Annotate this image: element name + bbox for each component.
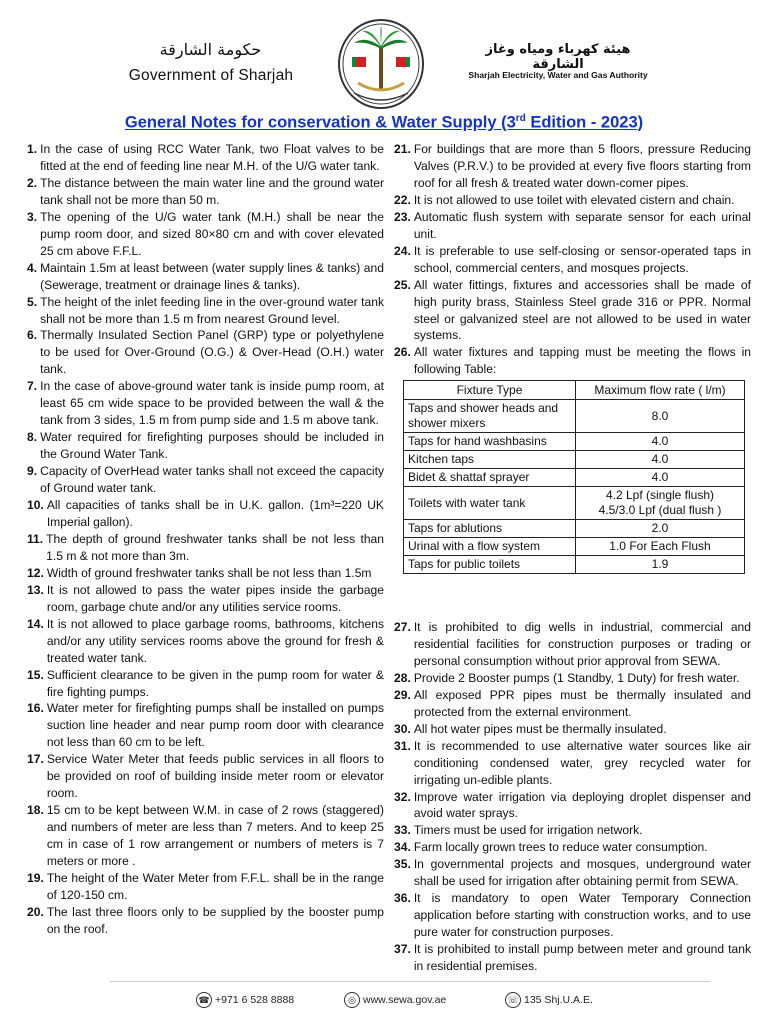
note-item xyxy=(27,260,384,294)
flow-rate-value: 2.0 xyxy=(651,521,669,536)
note-item xyxy=(27,904,384,938)
note-item xyxy=(27,870,384,904)
note-number: 6. xyxy=(27,328,38,343)
note-number: 16. xyxy=(27,701,44,716)
note-item xyxy=(27,497,384,531)
flow-rate-cell xyxy=(576,400,745,433)
flow-rate-table xyxy=(403,380,745,574)
note-number: 25. xyxy=(394,277,411,292)
fixture-type-cell: Urinal with a flow system xyxy=(404,538,576,556)
note-text: Service Water Meter that feeds public services in all floors to be provided on roof of building inside meter room or elevator room. xyxy=(46,752,384,801)
note-number: 26. xyxy=(394,345,411,360)
note-text: Width of ground freshwater tanks shall be not less than 1.5m xyxy=(46,565,372,580)
note-text: It is not allowed to place garbage rooms, bathrooms, kitchens and/or any utility services rooms above the ground for fresh & treated water tank. xyxy=(46,616,384,665)
note-item xyxy=(394,738,751,789)
fixture-type-cell: Taps for ablutions xyxy=(404,520,576,538)
notes-column-right xyxy=(394,141,751,574)
phone-icon: ☎ xyxy=(196,992,212,1008)
note-item xyxy=(27,429,384,463)
table-row xyxy=(404,487,745,520)
note-number: 28. xyxy=(394,670,411,685)
note-item xyxy=(394,941,751,975)
note-text: The height of the inlet feeding line in the over-ground water tank shall not be more than 1.5 m from nearest Ground level. xyxy=(40,294,384,326)
note-text: Farm locally grown trees to reduce water consumption. xyxy=(413,840,708,855)
note-item xyxy=(394,856,751,890)
note-text: The height of the Water Meter from F.F.L. shall be in the range of 120-150 cm. xyxy=(46,870,384,902)
note-item xyxy=(27,616,384,667)
footer-divider xyxy=(110,981,710,982)
note-text: All capacities of tanks shall be in U.K. gallon. (1m³=220 UK Imperial gallon). xyxy=(46,498,384,529)
note-item xyxy=(27,209,384,260)
note-number: 37. xyxy=(394,942,411,957)
note-item xyxy=(394,890,751,941)
note-text: Provide 2 Booster pumps (1 Standby, 1 Duty) for fresh water. xyxy=(413,670,740,685)
page-header xyxy=(0,0,768,110)
flow-rate-value: 4.0 xyxy=(651,452,669,467)
note-number: 18. xyxy=(27,803,44,818)
notes-column-left xyxy=(27,141,384,938)
note-number: 14. xyxy=(27,616,44,631)
footer-hotline xyxy=(505,992,593,1008)
note-text: The last three floors only to be supplied by the booster pump on the roof. xyxy=(46,904,384,936)
note-text: All water fixtures and tapping must be meeting the flows in following Table: xyxy=(413,345,751,377)
note-text: It is preferable to use self-closing or sensor-operated taps in school, commercial centers, and mosques projects. xyxy=(413,243,751,275)
note-number: 4. xyxy=(27,260,38,275)
note-text: In governmental projects and mosques, underground water shall be used for irrigation after obtaining permit from SEWA. xyxy=(413,857,751,889)
note-text: It is prohibited to dig wells in industrial, commercial and residential facilities for construction purposes or trading or personal consumption without prior approval from SEWA. xyxy=(413,620,751,668)
flow-rate-value: 8.0 xyxy=(651,408,669,423)
fixture-type-cell: Bidet & shattaf sprayer xyxy=(404,469,576,487)
note-number: 24. xyxy=(394,243,411,258)
flow-rate-cell xyxy=(576,469,745,487)
note-text: Capacity of OverHead water tanks shall not exceed the capacity of Ground water tank. xyxy=(40,464,384,496)
flow-rate-cell xyxy=(576,556,745,574)
globe-icon: ◎ xyxy=(344,992,360,1008)
headset-icon: ☏ xyxy=(505,992,521,1008)
note-number: 7. xyxy=(27,379,38,394)
note-item xyxy=(394,192,751,209)
note-number: 5. xyxy=(27,294,38,309)
table-row xyxy=(404,451,745,469)
note-text: It is prohibited to install pump between meter and ground tank in residential premises. xyxy=(413,942,751,974)
table-row xyxy=(404,400,745,433)
note-number: 29. xyxy=(394,687,411,702)
note-text: All exposed PPR pipes must be thermally insulated and protected from the external environment. xyxy=(413,687,751,719)
table-row xyxy=(404,433,745,451)
note-text: It is mandatory to open Water Temporary Connection application before starting with construction works, and to use pure water for construction purposes. xyxy=(413,891,751,940)
note-text: It is not allowed to use toilet with elevated cistern and chain. xyxy=(413,192,735,207)
note-item xyxy=(27,141,384,175)
note-item xyxy=(27,175,384,209)
note-text: Sufficient clearance to be given in the pump room for water & fire fighting pumps. xyxy=(46,667,384,699)
note-number: 23. xyxy=(394,209,411,224)
note-item xyxy=(394,670,751,687)
note-number: 20. xyxy=(27,904,44,919)
note-number: 3. xyxy=(27,209,38,224)
note-item xyxy=(394,141,751,192)
note-number: 22. xyxy=(394,192,411,207)
note-text: Water required for firefighting purposes should be included in the Ground Water Tank. xyxy=(40,430,384,462)
note-number: 30. xyxy=(394,721,411,736)
note-number: 27. xyxy=(394,620,411,634)
note-item xyxy=(394,839,751,856)
note-item xyxy=(27,531,384,565)
table-header-flow: Maximum flow rate ( l/m) xyxy=(576,381,745,400)
note-text: Maintain 1.5m at least between (water supply lines & tanks) and (Sewerage, treatment or drainage lines & tanks). xyxy=(40,260,384,292)
note-item xyxy=(27,565,384,582)
note-number: 12. xyxy=(27,565,44,580)
note-item xyxy=(394,243,751,277)
fixture-type-cell: Kitchen taps xyxy=(404,451,576,469)
note-number: 31. xyxy=(394,738,411,753)
title-superscript: rd xyxy=(515,113,526,124)
note-number: 15. xyxy=(27,667,44,682)
note-item xyxy=(394,344,751,378)
note-item xyxy=(27,463,384,497)
note-number: 9. xyxy=(27,464,38,479)
note-item xyxy=(27,751,384,802)
fixture-type-cell: Toilets with water tank xyxy=(404,487,576,520)
fixture-type-cell: Taps for hand washbasins xyxy=(404,433,576,451)
authority-name-english: Sharjah Electricity, Water and Gas Authority xyxy=(468,70,648,80)
note-number: 10. xyxy=(27,498,44,513)
flow-rate-value: 4.2 Lpf (single flush) xyxy=(605,488,715,503)
note-text: The distance between the main water line and the ground water tank shall not be more than 50 m. xyxy=(40,175,384,207)
flow-rate-cell xyxy=(576,520,745,538)
note-text: In the case of above-ground water tank is inside pump room, at least 65 cm wide space to be provided between the wall & the tank from 3 sides, 1.5 m from pump side and 1.5 m above tank. xyxy=(40,379,384,428)
note-number: 2. xyxy=(27,175,38,190)
note-number: 19. xyxy=(27,870,44,885)
note-number: 21. xyxy=(394,142,411,156)
footer-hotline-text: 135 Shj.U.A.E. xyxy=(524,994,593,1006)
note-number: 17. xyxy=(27,752,44,767)
flow-rate-cell xyxy=(576,487,745,520)
flow-rate-value: 4.0 xyxy=(651,470,669,485)
note-item xyxy=(394,209,751,243)
note-item xyxy=(27,582,384,616)
note-text: All hot water pipes must be thermally insulated. xyxy=(413,721,667,736)
note-item xyxy=(394,277,751,345)
note-text: Thermally Insulated Section Panel (GRP) type or polyethylene to be used for Over-Ground (O.G.) & Over-Head (O.H.) water tank. xyxy=(40,328,384,377)
authority-name-arabic: هيئة كهرباء ومياه وغاز الشارقة xyxy=(485,42,631,72)
note-text: The depth of ground freshwater tanks shall be not less than 1.5 m & not more than 3m. xyxy=(46,531,384,563)
note-item xyxy=(394,789,751,823)
note-item xyxy=(27,802,384,870)
note-text: The opening of the U/G water tank (M.H.) shall be near the pump room door, and sized 80×80 cm and with cover elevated 25 cm above F.F.L. xyxy=(40,209,384,258)
table-row xyxy=(404,556,745,574)
table-row xyxy=(404,469,745,487)
flow-rate-cell xyxy=(576,433,745,451)
flow-rate-cell xyxy=(576,451,745,469)
note-item xyxy=(394,822,751,839)
government-name-arabic: حكومة الشارقة xyxy=(159,40,262,59)
note-text: For buildings that are more than 5 floors, pressure Reducing Valves (P.R.V.) to be provided at every five floors starting from roof for all fresh & treated water down-comer pipes. xyxy=(413,142,751,190)
note-item xyxy=(394,687,751,721)
note-number: 8. xyxy=(27,430,38,445)
note-text: Timers must be used for irrigation network. xyxy=(413,823,643,838)
government-name-english: Government of Sharjah xyxy=(128,67,294,84)
note-item xyxy=(394,721,751,738)
page-footer xyxy=(0,986,768,1016)
note-item xyxy=(27,378,384,429)
note-number: 11. xyxy=(27,531,44,546)
note-item xyxy=(27,327,384,378)
table-header-row xyxy=(404,381,745,400)
note-item xyxy=(27,294,384,328)
note-text: In the case of using RCC Water Tank, two Float valves to be fitted at the end of feeding line near M.H. of the U/G water tank. xyxy=(40,142,384,173)
note-text: Improve water irrigation via deploying droplet dispenser and avoid water sprays. xyxy=(413,789,751,821)
flow-rate-value: 1.0 For Each Flush xyxy=(609,539,711,554)
flow-rate-cell xyxy=(576,538,745,556)
table-row xyxy=(404,520,745,538)
note-number: 36. xyxy=(394,891,411,906)
table-row xyxy=(404,538,745,556)
note-number: 33. xyxy=(394,823,411,838)
note-number: 13. xyxy=(27,582,44,597)
flow-rate-value-secondary: 4.5/3.0 Lpf (dual flush ) xyxy=(598,503,722,518)
note-item xyxy=(27,700,384,751)
note-item xyxy=(394,619,751,670)
table-header-fixture: Fixture Type xyxy=(404,381,576,400)
note-text: It is not allowed to pass the water pipes inside the garbage room, garbage chute and/or any utilities service rooms. xyxy=(46,582,384,614)
flow-rate-value: 1.9 xyxy=(651,557,669,572)
title-main: General Notes for conservation & Water Supply (3 xyxy=(124,113,516,132)
note-number: 35. xyxy=(394,857,411,872)
note-text: It is recommended to use alternative water sources like air conditioning condensed water, grey recycled water for irrigating un-edible plants. xyxy=(413,738,751,787)
note-text: Automatic flush system with separate sensor for each urinal unit. xyxy=(413,209,751,241)
sharjah-emblem-icon xyxy=(336,17,426,111)
footer-website-text: www.sewa.gov.ae xyxy=(363,994,447,1006)
note-text: 15 cm to be kept between W.M. in case of 2 rows (staggered) and numbers of meter are less than 7 meters. And to keep 25 cm in case of 1 row arrangement or numbers of meters is 7 meters or more . xyxy=(46,803,384,869)
footer-website xyxy=(344,992,446,1008)
title-rest: Edition - 2023) xyxy=(525,113,644,132)
footer-phone xyxy=(196,992,294,1008)
note-item xyxy=(27,667,384,701)
notes-column-right-lower xyxy=(394,619,751,975)
note-text: All water fittings, fixtures and accessories shall be made of high purity brass, Stainless Steel grade 316 or PPR. Normal steel or galvanized steel are not allowed to be used in water systems. xyxy=(413,277,751,343)
note-text: Water meter for firefighting pumps shall be installed on pumps suction line header and near pump room door with clearance not less than 60 cm to be left. xyxy=(46,701,384,750)
document-title xyxy=(0,113,768,133)
fixture-type-cell: Taps for public toilets xyxy=(404,556,576,574)
footer-phone-text: +971 6 528 8888 xyxy=(215,994,295,1006)
flow-rate-value: 4.0 xyxy=(651,434,669,449)
note-number: 34. xyxy=(394,840,411,855)
note-number: 32. xyxy=(394,789,411,804)
fixture-type-cell: Taps and shower heads and shower mixers xyxy=(404,400,576,433)
note-number: 1. xyxy=(27,142,38,156)
